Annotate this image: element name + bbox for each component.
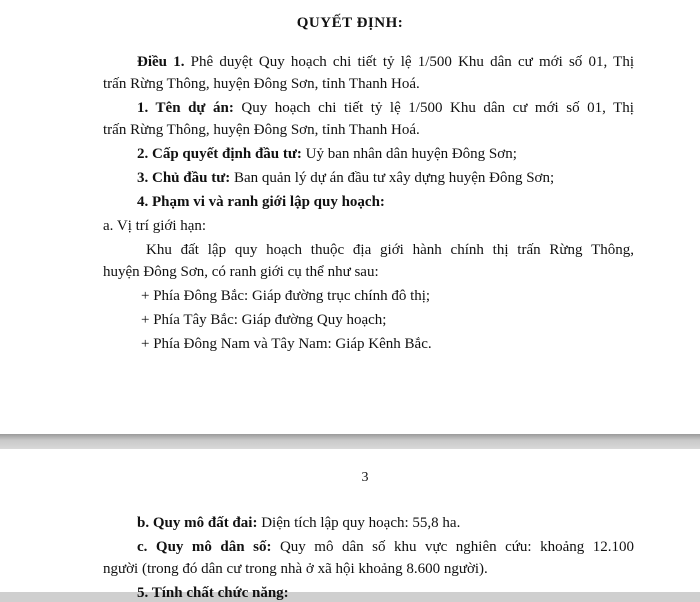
article-1-line-1	[137, 53, 634, 71]
item-3	[137, 169, 554, 187]
document-page-2	[0, 449, 700, 601]
item-1-label: 1. Tên dự án:	[137, 100, 234, 116]
item-3-text: Ban quản lý dự án đầu tư xây dựng huyện Đông Sơn;	[230, 170, 555, 186]
article-1-line-2: trấn Rừng Thông, huyện Đông Sơn, tỉnh Thanh Hoá.	[103, 76, 420, 92]
page-number: 3	[361, 470, 369, 485]
article-1-text: Phê duyệt Quy hoạch chi tiết tỷ lệ 1/500 Khu dân cư mới số 01, Thị	[184, 54, 634, 70]
item-1-text: Quy hoạch chi tiết tỷ lệ 1/500 Khu dân cư mới số 01, Thị	[233, 100, 634, 116]
item-4a-heading: a. Vị trí giới hạn:	[103, 218, 207, 234]
item-3-label: 3. Chủ đầu tư:	[137, 170, 231, 186]
item-2	[137, 145, 517, 163]
item-4b-label: b. Quy mô đất đai:	[137, 515, 258, 531]
item-4c-line-1	[137, 538, 634, 556]
item-1-line-1	[137, 99, 634, 117]
item-4-heading: 4. Phạm vi và ranh giới lập quy hoạch:	[137, 194, 385, 210]
item-2-label: 2. Cấp quyết định đầu tư:	[137, 146, 302, 162]
bullet-north-west: + Phía Tây Bắc: Giáp đường Quy hoạch;	[141, 312, 387, 328]
paragraph-line-2: huyện Đông Sơn, có ranh giới cụ thể như sau:	[103, 264, 379, 280]
article-1-label: Điều 1.	[137, 54, 185, 70]
page-gap	[0, 434, 700, 449]
item-4b	[137, 514, 460, 532]
item-1-line-2: trấn Rừng Thông, huyện Đông Sơn, tỉnh Thanh Hoá.	[103, 122, 420, 138]
decision-title: QUYẾT ĐỊNH:	[296, 15, 404, 31]
bullet-south-east-south-west: + Phía Đông Nam và Tây Nam: Giáp Kênh Bắc.	[141, 336, 432, 352]
item-4c-line-2: người (trong đó dân cư trong nhà ở xã hội khoảng 8.600 người).	[103, 561, 488, 577]
item-4b-text: Diện tích lập quy hoạch: 55,8 ha.	[257, 515, 461, 531]
item-5-heading-partial: 5. Tính chất chức năng:	[137, 585, 289, 601]
paragraph-line-1: Khu đất lập quy hoạch thuộc địa giới hành chính thị trấn Rừng Thông,	[146, 242, 634, 258]
item-4c-label: c. Quy mô dân số:	[137, 539, 272, 555]
item-4c-text: Quy mô dân số khu vực nghiên cứu: khoảng 12.100	[271, 539, 634, 555]
bullet-north-east: + Phía Đông Bắc: Giáp đường trục chính đô thị;	[141, 288, 431, 304]
item-2-text: Uỷ ban nhân dân huyện Đông Sơn;	[301, 146, 517, 162]
